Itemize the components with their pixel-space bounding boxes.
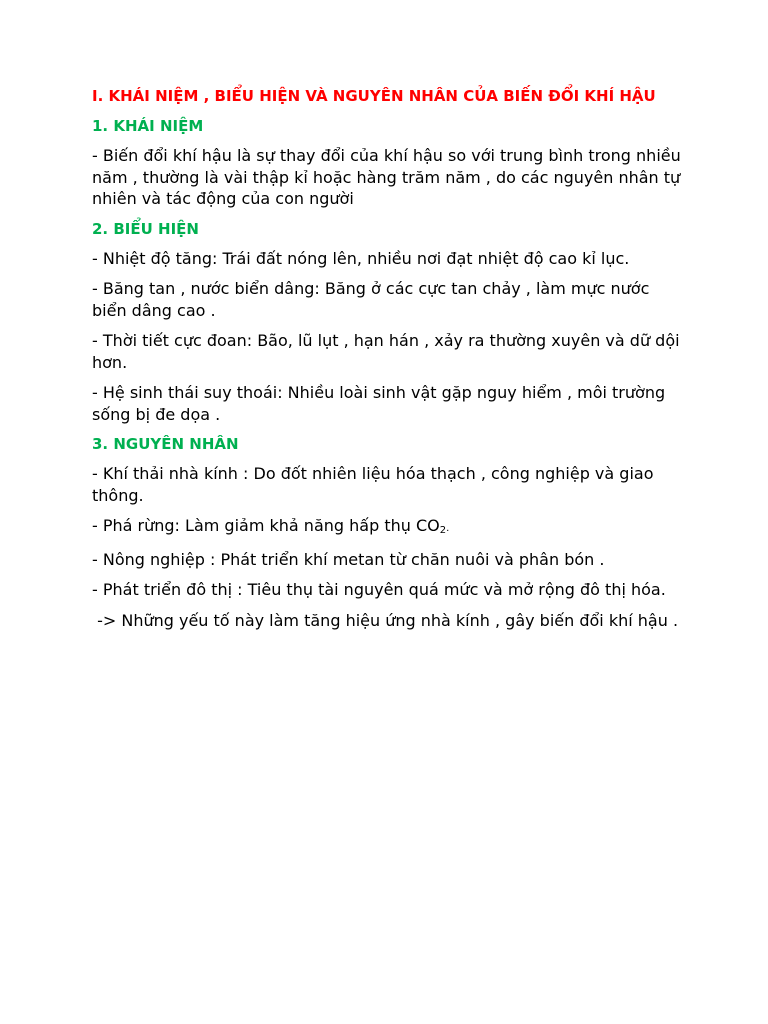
section-heading-concept: 1. KHÁI NIỆM xyxy=(92,117,204,135)
paragraph-agriculture: - Nông nghiệp : Phát triển khí metan từ chăn nuôi và phân bón . xyxy=(92,549,605,569)
co2-subscript: 2 xyxy=(439,525,447,536)
paragraph-ecosystem: - Hệ sinh thái suy thoái: Nhiều loài sinh vật gặp nguy hiểm , môi trường sống bị đe dọa . xyxy=(92,383,666,424)
paragraph-definition: - Biến đổi khí hậu là sự thay đổi của khí hậu so với trung bình trong nhiều năm , thường là vài thập kỉ hoặc hàng trăm năm , do các nguyên nhân tự nhiên và tác động của con người xyxy=(92,146,681,208)
paragraph-ice-melt: - Băng tan , nước biển dâng: Băng ở các cực tan chảy , làm mực nước biển dâng cao . xyxy=(92,279,650,320)
paragraph-temperature: - Nhiệt độ tăng: Trái đất nóng lên, nhiều nơi đạt nhiệt độ cao kỉ lục. xyxy=(92,248,630,268)
paragraph-greenhouse-gas: - Khí thải nhà kính : Do đốt nhiên liệu hóa thạch , công nghiệp và giao thông. xyxy=(92,464,654,505)
paragraph-conclusion: -> Những yếu tố này làm tăng hiệu ứng nhà kính , gây biến đổi khí hậu . xyxy=(92,610,679,630)
paragraph-extreme-weather: - Thời tiết cực đoan: Bão, lũ lụt , hạn hán , xảy ra thường xuyên và dữ dội hơn. xyxy=(92,331,680,372)
document-page xyxy=(92,86,682,640)
paragraph-deforestation xyxy=(92,515,682,540)
document-title: I. KHÁI NIỆM , BIỂU HIỆN VÀ NGUYÊN NHÂN CỦA BIẾN ĐỔI KHÍ HẬU xyxy=(92,87,656,105)
section-heading-manifestation: 2. BIỂU HIỆN xyxy=(92,219,199,238)
deforestation-text: - Phá rừng: Làm giảm khả năng hấp thụ CO xyxy=(92,516,440,535)
paragraph-urbanization: - Phát triển đô thị : Tiêu thụ tài nguyên quá mức và mở rộng đô thị hóa. xyxy=(92,580,666,599)
section-heading-causes: 3. NGUYÊN NHÂN xyxy=(92,435,239,453)
deforestation-trailing: . xyxy=(446,523,450,534)
